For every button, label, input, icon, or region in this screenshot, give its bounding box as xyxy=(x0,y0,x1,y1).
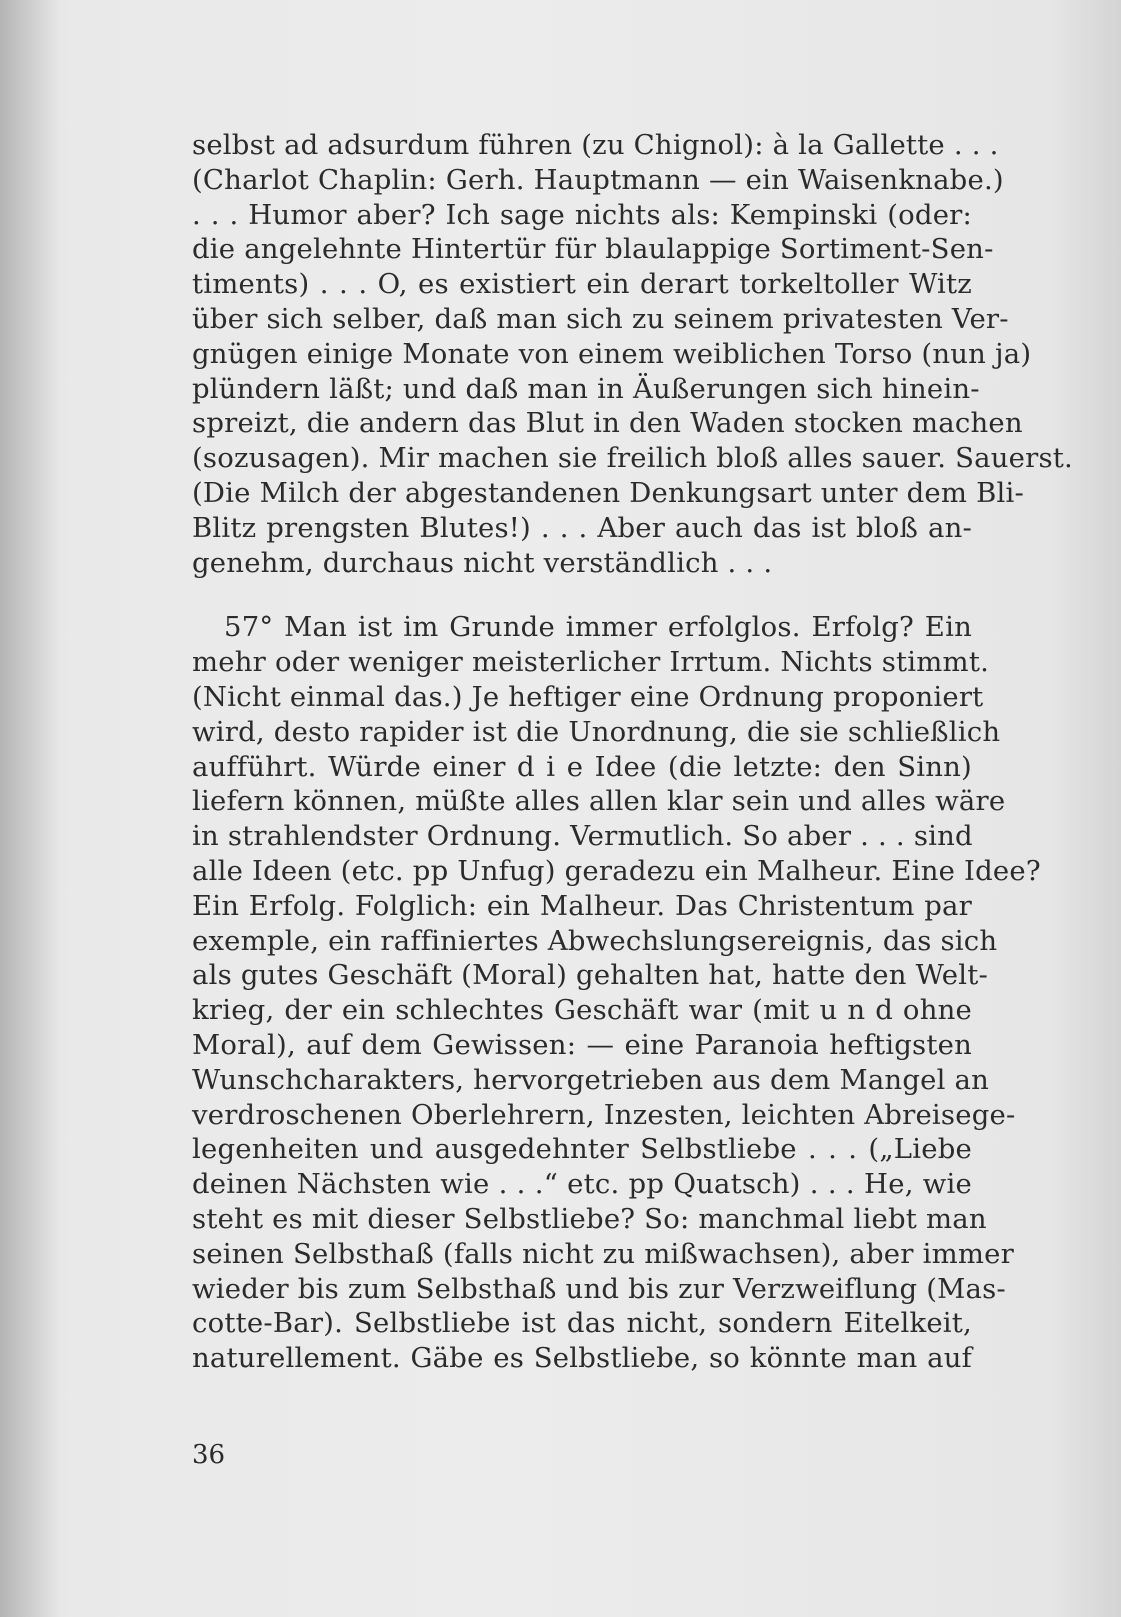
text-line: deinen Nächsten wie . . .“ etc. pp Quatsch) . . . He, wie xyxy=(192,1168,972,1201)
text-line: liefern können, müßte alles allen klar sein und alles wäre xyxy=(192,785,1006,818)
text-line: verdroschenen Oberlehrern, Inzesten, leichten Abreisege- xyxy=(192,1098,1016,1131)
text-line: (Charlot Chaplin: Gerh. Hauptmann — ein Waisenknabe.) xyxy=(192,163,1004,196)
text-line: Moral), auf dem Gewissen: — eine Paranoia heftigsten xyxy=(192,1028,972,1061)
text-line: spreizt, die andern das Blut in den Waden stocken machen xyxy=(192,407,1023,440)
text-line: in strahlendster Ordnung. Vermutlich. So aber . . . sind xyxy=(192,820,973,853)
text-line: Wunschcharakters, hervorgetrieben aus dem Mangel an xyxy=(192,1063,990,1096)
text-line: mehr oder weniger meisterlicher Irrtum. Nichts stimmt. xyxy=(192,646,990,679)
text-line: Ein Erfolg. Folglich: ein Malheur. Das Christentum par xyxy=(192,889,972,922)
text-line: (Die Milch der abgestandenen Denkungsart unter dem Bli- xyxy=(192,476,1025,509)
page-gutter-shadow xyxy=(0,0,60,1617)
text-line: die angelehnte Hintertür für blaulappige Sortiment-Sen- xyxy=(192,233,994,266)
text-line: naturellement. Gäbe es Selbstliebe, so könnte man auf xyxy=(192,1342,972,1375)
text-line: steht es mit dieser Selbstliebe? So: manchmal liebt man xyxy=(192,1202,987,1235)
text-line: timents) . . . O, es existiert ein derart torkeltoller Witz xyxy=(192,268,972,301)
paragraph-gap xyxy=(192,580,972,610)
text-line: als gutes Geschäft (Moral) gehalten hat, hatte den Welt- xyxy=(192,959,989,992)
text-line: legenheiten und ausgedehnter Selbstliebe . . . („Liebe xyxy=(192,1133,972,1166)
text-line: gnügen einige Monate von einem weiblichen Torso (nun ja) xyxy=(192,337,1032,370)
text-line: wieder bis zum Selbsthaß und bis zur Verzweiflung (Mas- xyxy=(192,1272,1006,1305)
text-line: krieg, der ein schlechtes Geschäft war (mit u n d ohne xyxy=(192,994,972,1027)
text-line: alle Ideen (etc. pp Unfug) geradezu ein Malheur. Eine Idee? xyxy=(192,854,1041,887)
text-line: über sich selber, daß man sich zu seinem privatesten Ver- xyxy=(192,302,1009,335)
body-text xyxy=(192,128,1073,1376)
text-line: (sozusagen). Mir machen sie freilich bloß alles sauer. Sauerst. xyxy=(192,442,1073,475)
text-line: plündern läßt; und daß man in Äußerungen sich hinein- xyxy=(192,372,980,405)
text-line: Blitz prengsten Blutes!) . . . Aber auch das ist bloß an- xyxy=(192,511,972,544)
text-line: . . . Humor aber? Ich sage nichts als: Kempinski (oder: xyxy=(192,198,972,231)
text-line: genehm, durchaus nicht verständlich . . . xyxy=(192,546,773,579)
paragraph-2 xyxy=(192,610,1041,1376)
text-line: cotte-Bar). Selbstliebe ist das nicht, sondern Eitelkeit, xyxy=(192,1307,972,1340)
text-line: aufführt. Würde einer d i e Idee (die letzte: den Sinn) xyxy=(192,750,972,783)
text-line: wird, desto rapider ist die Unordnung, die sie schließlich xyxy=(192,715,1001,748)
page-number: 36 xyxy=(192,1440,226,1470)
text-line: selbst ad adsurdum führen (zu Chignol): à la Gallette . . . xyxy=(192,129,999,161)
text-line: (Nicht einmal das.) Je heftiger eine Ordnung proponiert xyxy=(192,680,984,713)
text-line: exemple, ein raffiniertes Abwechslungsereignis, das sich xyxy=(192,924,998,957)
text-line: seinen Selbsthaß (falls nicht zu mißwachsen), aber immer xyxy=(192,1237,1014,1270)
paragraph-1 xyxy=(192,128,1073,580)
text-line: 57° Man ist im Grunde immer erfolglos. Erfolg? Ein xyxy=(224,611,972,644)
